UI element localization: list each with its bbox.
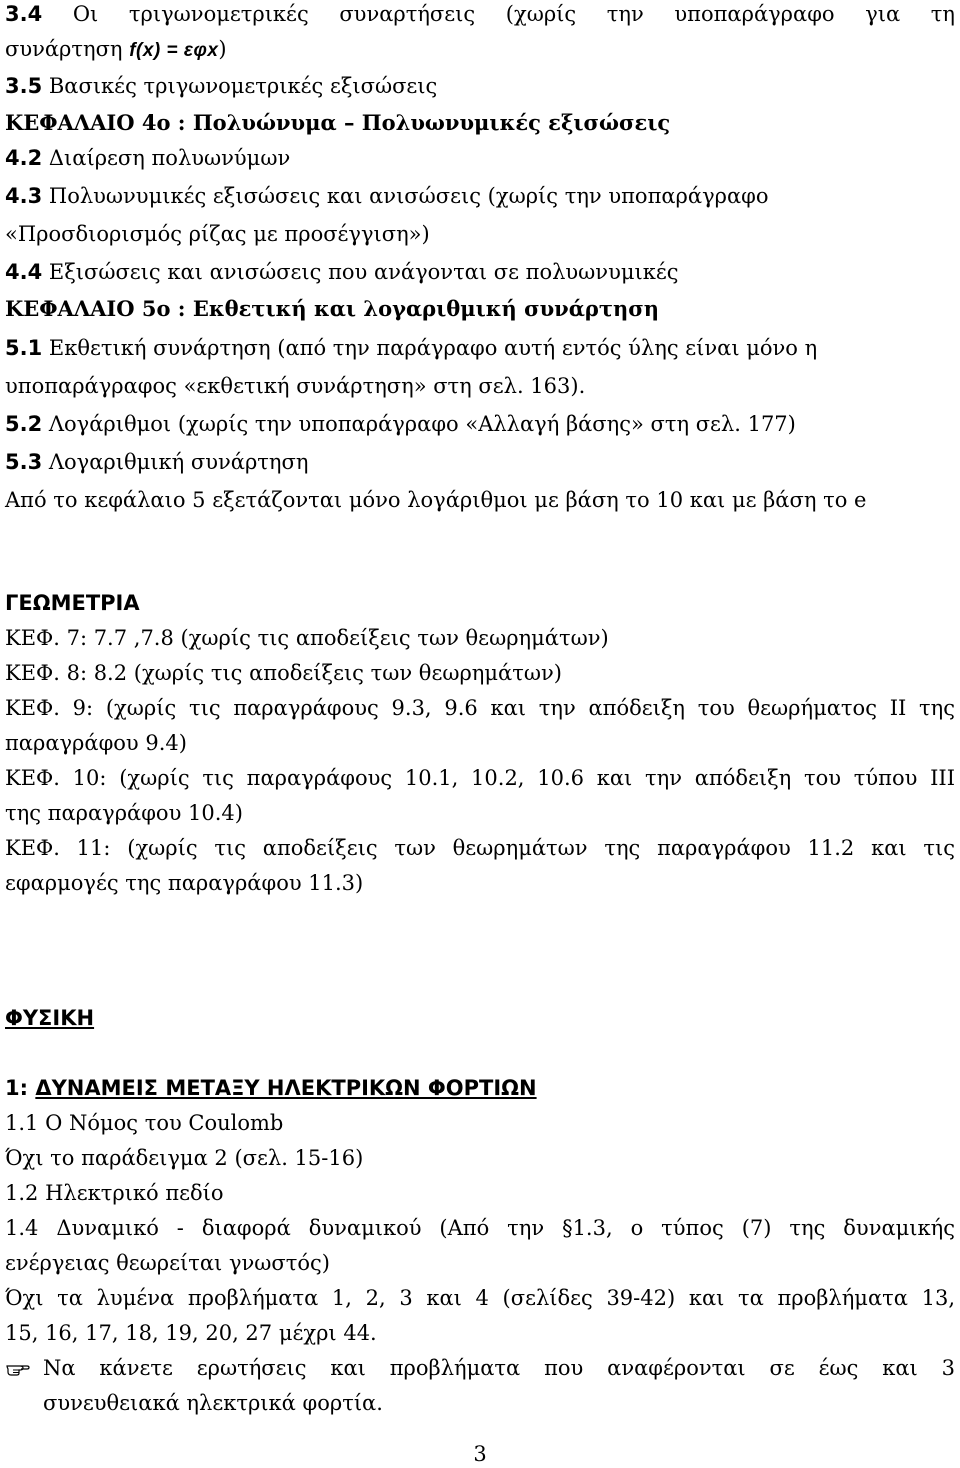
algebra-line-4-3-cont: «Προσδιορισμός ρίζας με προσέγγιση») <box>5 222 430 246</box>
physics-note-text: Να κάνετε ερωτήσεις και προβλήματα που αναφέρονται σε έως και 3 <box>43 1356 955 1380</box>
geometry-line: ΚΕΦ. 11: (χωρίς τις αποδείξεις των θεωρημάτων της παραγράφου 11.2 και τις <box>5 836 955 860</box>
algebra-line-3-5: 3.5 Βασικές τριγωνομετρικές εξισώσεις <box>5 74 438 98</box>
physics-note-text-cont: συνευθειακά ηλεκτρικά φορτία. <box>43 1391 383 1415</box>
physics-heading: ΦΥΣΙΚΗ <box>5 1006 95 1030</box>
algebra-line-4-3: 4.3 Πολυωνυμικές εξισώσεις και ανισώσεις (χωρίς την υποπαράγραφο <box>5 184 769 208</box>
geometry-line: ΚΕΦ. 7: 7.7 ,7.8 (χωρίς τις αποδείξεις των θεωρημάτων) <box>5 626 609 650</box>
geometry-heading: ΓΕΩΜΕΤΡΙΑ <box>5 591 140 615</box>
algebra-line-5-2: 5.2 Λογάριθμοι (χωρίς την υποπαράγραφο «Αλλαγή βάσης» στη σελ. 177) <box>5 412 796 436</box>
physics-line: Όχι τα λυμένα προβλήματα 1, 2, 3 και 4 (σελίδες 39-42) και τα προβλήματα 13, <box>5 1286 955 1310</box>
physics-chapter-heading: 1: ΔΥΝΑΜΕΙΣ ΜΕΤΑΞΥ ΗΛΕΚΤΡΙΚΩΝ ΦΟΡΤΙΩΝ <box>5 1076 537 1100</box>
algebra-line-4-2: 4.2 Διαίρεση πολυωνύμων <box>5 146 291 170</box>
algebra-line-4-4: 4.4 Εξισώσεις και ανισώσεις που ανάγονται σε πολυωνυμικές <box>5 260 679 284</box>
formula-image: f(x) = εφx <box>129 40 219 61</box>
algebra-note-logarithms: Από το κεφάλαιο 5 εξετάζονται μόνο λογάριθμοι με βάση το 10 και με βάση το e <box>5 488 867 512</box>
geometry-line: παραγράφου 9.4) <box>5 731 187 755</box>
algebra-line-3-4: 3.4 Οι τριγωνομετρικές συναρτήσεις (χωρίς την υποπαράγραφο για τη <box>5 2 955 26</box>
physics-line: 1.2 Ηλεκτρικό πεδίο <box>5 1181 224 1205</box>
algebra-line-5-1-cont: υποπαράγραφος «εκθετική συνάρτηση» στη σελ. 163). <box>5 374 586 398</box>
physics-line: ενέργειας θεωρείται γνωστός) <box>5 1251 330 1275</box>
chapter-5-heading: ΚΕΦΑΛΑΙΟ 5ο : Εκθετική και λογαριθμική συνάρτηση <box>5 296 659 321</box>
physics-line: 15, 16, 17, 18, 19, 20, 27 μέχρι 44. <box>5 1321 377 1345</box>
physics-note <box>5 1354 955 1382</box>
physics-line: 1.1 Ο Νόμος του Coulomb <box>5 1111 284 1135</box>
pointing-hand-icon <box>5 1354 33 1382</box>
algebra-line-formula: συνάρτηση f(x) = εφx) <box>5 35 227 63</box>
physics-line: Όχι το παράδειγμα 2 (σελ. 15-16) <box>5 1146 364 1170</box>
chapter-4-heading: ΚΕΦΑΛΑΙΟ 4ο : Πολυώνυμα – Πολυωνυμικές εξισώσεις <box>5 110 671 135</box>
geometry-line: εφαρμογές της παραγράφου 11.3) <box>5 871 364 895</box>
algebra-line-5-3: 5.3 Λογαριθμική συνάρτηση <box>5 450 309 474</box>
page-number: 3 <box>473 1442 487 1466</box>
geometry-line: ΚΕΦ. 10: (χωρίς τις παραγράφους 10.1, 10.2, 10.6 και την απόδειξη του τύπου ΙΙΙ <box>5 766 955 790</box>
physics-line: 1.4 Δυναμικό - διαφορά δυναμικού (Από την §1.3, ο τύπος (7) της δυναμικής <box>5 1216 955 1240</box>
algebra-line-5-1: 5.1 Εκθετική συνάρτηση (από την παράγραφο αυτή εντός ύλης είναι μόνο η <box>5 336 818 360</box>
geometry-line: της παραγράφου 10.4) <box>5 801 243 825</box>
geometry-line: ΚΕΦ. 9: (χωρίς τις παραγράφους 9.3, 9.6 και την απόδειξη του θεωρήματος ΙΙ της <box>5 696 955 720</box>
pointing-hand-icon-svg <box>5 1354 31 1380</box>
geometry-line: ΚΕΦ. 8: 8.2 (χωρίς τις αποδείξεις των θεωρημάτων) <box>5 661 562 685</box>
